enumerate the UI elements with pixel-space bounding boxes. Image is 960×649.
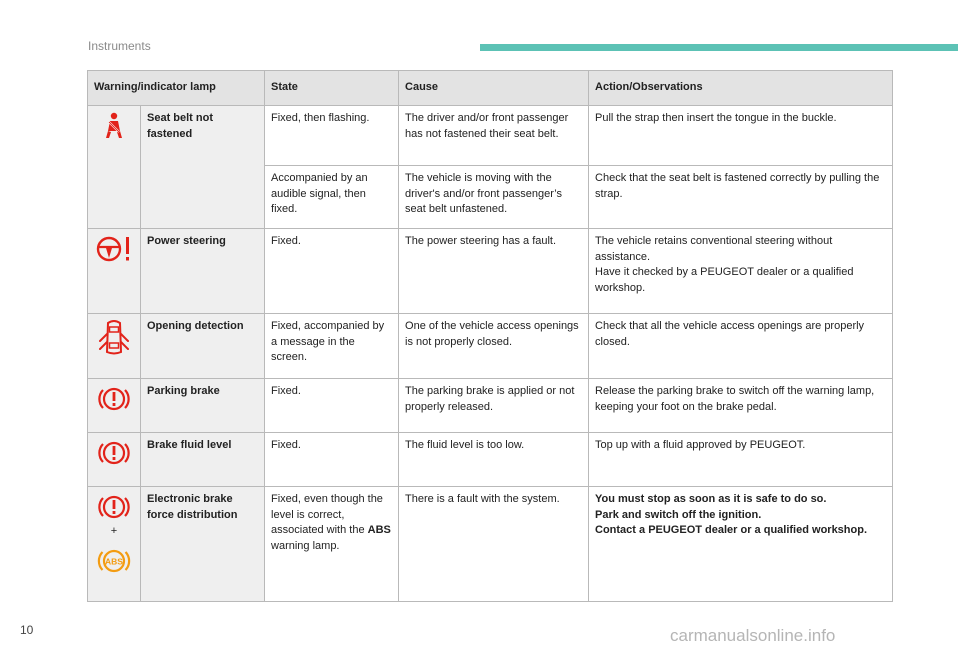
lamp-action: Top up with a fluid approved by PEUGEOT. bbox=[589, 433, 893, 487]
section-accent-bar bbox=[480, 44, 958, 51]
lamp-action: Check that all the vehicle access openings are properly closed. bbox=[589, 314, 893, 379]
lamp-name: Seat belt not fastened bbox=[141, 106, 265, 229]
lamp-state: Accompanied by an audible signal, then fixed. bbox=[265, 166, 399, 229]
lamp-state: Fixed. bbox=[265, 379, 399, 433]
lamp-cause: The parking brake is applied or not properly released. bbox=[399, 379, 589, 433]
brake-warning-icon bbox=[94, 384, 134, 414]
state-text: Fixed, even though the level is correct, associated with the bbox=[271, 493, 383, 537]
column-header-action: Action/Observations bbox=[589, 71, 893, 106]
lamp-state: Fixed, then flashing. bbox=[265, 106, 399, 166]
lamp-cause: The vehicle is moving with the driver's and/or front passenger’s seat belt unfastened. bbox=[399, 166, 589, 229]
table-row bbox=[88, 433, 893, 487]
abs-icon-label: ABS bbox=[105, 556, 123, 567]
lamp-icon-cell bbox=[88, 487, 141, 602]
lamp-action: Pull the strap then insert the tongue in the buckle. bbox=[589, 106, 893, 166]
plus-sign: + bbox=[110, 525, 118, 537]
brake-warning-icon bbox=[94, 438, 134, 468]
table-row bbox=[88, 379, 893, 433]
column-header-state: State bbox=[265, 71, 399, 106]
lamp-action: Release the parking brake to switch off the warning lamp, keeping your foot on the brake pedal. bbox=[589, 379, 893, 433]
column-header-lamp: Warning/indicator lamp bbox=[88, 71, 265, 106]
lamp-state: Fixed. bbox=[265, 229, 399, 314]
lamp-icon-cell bbox=[88, 229, 141, 314]
lamp-icon-cell bbox=[88, 106, 141, 229]
lamp-icon-cell bbox=[88, 314, 141, 379]
lamp-name: Electronic brake force distribution bbox=[141, 487, 265, 602]
table-row bbox=[88, 314, 893, 379]
page-number: 10 bbox=[20, 623, 34, 637]
state-abs-label: ABS bbox=[367, 524, 391, 537]
lamp-state: Fixed, accompanied by a message in the screen. bbox=[265, 314, 399, 379]
lamp-cause: The fluid level is too low. bbox=[399, 433, 589, 487]
lamp-name: Parking brake bbox=[141, 379, 265, 433]
lamp-name: Brake fluid level bbox=[141, 433, 265, 487]
open-doors-car-icon bbox=[94, 319, 134, 357]
lamp-name: Opening detection bbox=[141, 314, 265, 379]
table-row bbox=[88, 229, 893, 314]
lamp-icon-cell bbox=[88, 379, 141, 433]
seat-belt-icon bbox=[94, 111, 134, 141]
brake-warning-icon bbox=[94, 492, 134, 522]
table-row bbox=[88, 106, 893, 166]
warning-lamp-table bbox=[87, 70, 893, 602]
lamp-cause: The driver and/or front passenger has not fastened their seat belt. bbox=[399, 106, 589, 166]
table-header-row bbox=[88, 71, 893, 106]
section-title: Instruments bbox=[88, 39, 151, 53]
steering-wheel-warning-icon bbox=[94, 234, 134, 264]
lamp-name: Power steering bbox=[141, 229, 265, 314]
state-text-end: warning lamp. bbox=[271, 539, 340, 552]
lamp-action: The vehicle retains conventional steering without assistance. Have it checked by a PEUGEOT dealer or a qualified workshop. bbox=[589, 229, 893, 314]
lamp-cause: One of the vehicle access openings is not properly closed. bbox=[399, 314, 589, 379]
lamp-cause: There is a fault with the system. bbox=[399, 487, 589, 602]
table-row bbox=[88, 487, 893, 602]
lamp-icon-cell bbox=[88, 433, 141, 487]
column-header-cause: Cause bbox=[399, 71, 589, 106]
abs-icon bbox=[94, 546, 134, 576]
lamp-action: Check that the seat belt is fastened correctly by pulling the strap. bbox=[589, 166, 893, 229]
lamp-action: You must stop as soon as it is safe to do so. Park and switch off the ignition. Contact a PEUGEOT dealer or a qualified workshop. bbox=[589, 487, 893, 602]
watermark: carmanualsonline.info bbox=[670, 626, 836, 645]
lamp-state: Fixed. bbox=[265, 433, 399, 487]
lamp-state bbox=[265, 487, 399, 602]
lamp-cause: The power steering has a fault. bbox=[399, 229, 589, 314]
